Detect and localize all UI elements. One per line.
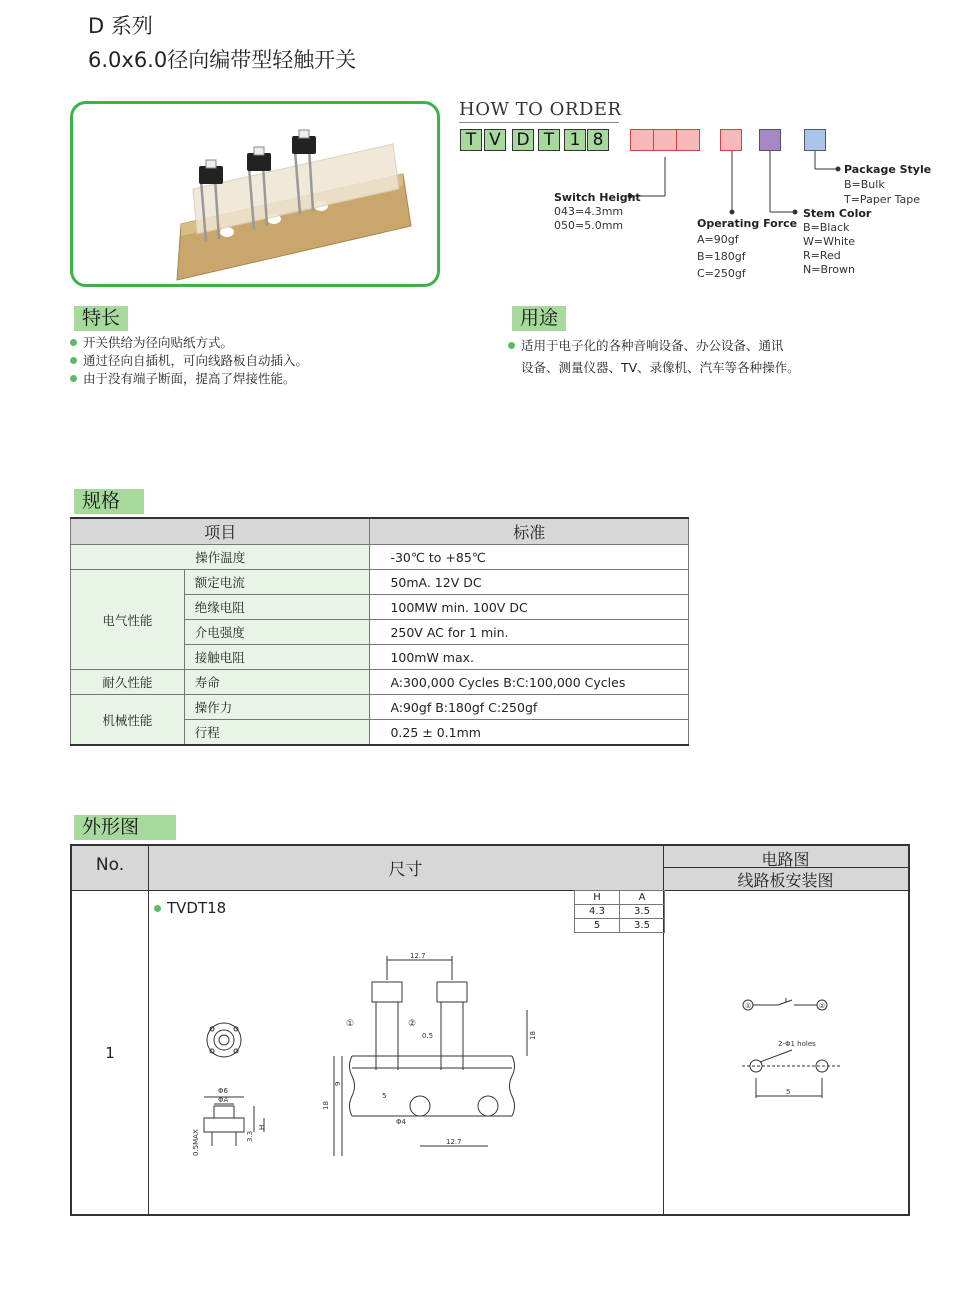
dim-phi6: Φ6 <box>218 1087 228 1095</box>
spec-table <box>70 517 689 746</box>
stem-color-option-1: B=Black <box>803 221 850 234</box>
dim-5: 5 <box>382 1092 387 1100</box>
col-dimension-header: 尺寸 <box>388 860 423 880</box>
spec-label: 行程 <box>184 720 370 746</box>
stem-color-title: Stem Color <box>803 207 872 220</box>
usage-line-2: 设备、测量仪器、TV、录像机、汽车等各种操作。 <box>521 360 800 375</box>
dim-18-left: 18 <box>322 1101 330 1110</box>
stem-color-option-3: R=Red <box>803 249 841 262</box>
col-pcb-header: 线路板安装图 <box>737 871 834 890</box>
product-subtitle: 6.0x6.0径向编带型轻触开关 <box>88 48 357 72</box>
table-row <box>71 695 689 720</box>
package-style-option-1: B=Bulk <box>844 178 885 191</box>
feature-item-2: 通过径向自插机，可向线路板自动插入。 <box>70 352 308 370</box>
mini-header-h: H <box>575 891 620 905</box>
model-label: TVDT18 <box>154 899 226 917</box>
spec-value: A:90gf B:180gf C:250gf <box>370 695 689 720</box>
code-letter-1: T <box>460 129 482 151</box>
mini-cell: 3.5 <box>620 905 665 919</box>
usage-title: 用途 <box>512 306 566 331</box>
how-to-order-title: HOW TO ORDER <box>459 99 622 120</box>
pcb-holes-label: 2-Φ1 holes <box>778 1040 816 1048</box>
row-number: 1 <box>105 1044 115 1062</box>
dim-phiA: ΦA <box>218 1096 229 1104</box>
code-letter-3: D <box>512 129 534 151</box>
circuit-pcb-drawing <box>732 986 852 1116</box>
switch-top-side-view <box>182 1016 272 1166</box>
package-style-option-2: T=Paper Tape <box>844 193 920 206</box>
spec-group-electrical: 电气性能 <box>71 570 185 670</box>
spec-label: 额定电流 <box>184 570 370 595</box>
switch-height-option-2: 050=5.0mm <box>554 219 624 232</box>
height-code-box-2 <box>653 129 677 151</box>
stem-color-option-4: N=Brown <box>803 263 855 276</box>
spec-title: 规格 <box>74 489 144 514</box>
circuit-terminal-2: ② <box>819 1002 826 1010</box>
features-title: 特长 <box>74 306 128 331</box>
operating-force-option-1: A=90gf <box>697 233 739 246</box>
operating-force-title: Operating Force <box>697 217 798 230</box>
dim-pitch-bottom: 12.7 <box>446 1138 462 1146</box>
circuit-terminal-1: ① <box>745 1002 752 1010</box>
spec-label-op-temp: 操作温度 <box>71 545 370 570</box>
spec-value: 50mA. 12V DC <box>370 570 689 595</box>
spec-value: 100mW max. <box>370 645 689 670</box>
code-letter-5: 1 <box>564 129 586 151</box>
spec-value: 0.25 ± 0.1mm <box>370 720 689 746</box>
mini-cell: 4.3 <box>575 905 620 919</box>
feature-item-3: 由于没有端子断面，提高了焊接性能。 <box>70 370 296 388</box>
operating-force-option-3: C=250gf <box>697 267 746 280</box>
package-style-title: Package Style <box>844 163 932 176</box>
outline-title: 外形图 <box>74 815 176 840</box>
tape-dimension-drawing <box>312 946 542 1166</box>
table-row <box>71 570 689 595</box>
force-code-box <box>720 129 742 151</box>
dim-9: 9 <box>334 1081 342 1086</box>
bullet-dot-icon <box>70 357 77 364</box>
spec-value: 100MW min. 100V DC <box>370 595 689 620</box>
feature-item-1: 开关供给为径向贴纸方式。 <box>70 334 233 352</box>
bullet-dot-icon <box>70 375 77 382</box>
height-variant-table <box>574 890 665 933</box>
spec-header-standard: 标准 <box>370 518 689 545</box>
spec-header-item: 项目 <box>71 518 370 545</box>
bullet-dot-icon <box>508 342 515 349</box>
dim-pitch-top: 12.7 <box>410 952 426 960</box>
spec-label: 寿命 <box>184 670 370 695</box>
table-row <box>71 545 689 570</box>
callout-1: ① <box>346 1019 355 1029</box>
dim-05: 0.5 <box>422 1032 434 1040</box>
dim-18-right: 18 <box>529 1031 537 1040</box>
col-circuit-header: 电路图 <box>761 850 810 869</box>
height-code-box-3 <box>676 129 700 151</box>
dim-H: H <box>258 1124 266 1130</box>
package-code-box <box>804 129 826 151</box>
pcb-pitch-5: 5 <box>786 1088 791 1096</box>
stem-color-code-box <box>759 129 781 151</box>
stem-color-option-2: W=White <box>803 235 856 248</box>
outline-table <box>70 844 910 1216</box>
usage-line-1: 适用于电子化的各种音响设备、办公设备、通讯 <box>508 337 784 355</box>
mini-header-a: A <box>620 891 665 905</box>
product-photo-frame <box>70 101 440 287</box>
spec-group-mechanical: 机械性能 <box>71 695 185 746</box>
mini-cell: 5 <box>575 919 620 933</box>
spec-value-op-temp: -30℃ to +85℃ <box>370 545 689 570</box>
spec-label: 操作力 <box>184 695 370 720</box>
code-letter-4: T <box>538 129 560 151</box>
tape-switch-illustration <box>73 104 437 284</box>
how-to-order-underline <box>459 122 619 123</box>
mini-cell: 3.5 <box>620 919 665 933</box>
col-no-header: No. <box>95 855 125 875</box>
spec-value: 250V AC for 1 min. <box>370 620 689 645</box>
code-letter-2: V <box>484 129 506 151</box>
dim-05max: 0.5MAX <box>192 1129 200 1156</box>
dim-phi4: Φ4 <box>396 1118 406 1126</box>
callout-2: ② <box>408 1019 417 1029</box>
spec-label: 绝缘电阻 <box>184 595 370 620</box>
bullet-dot-icon <box>154 905 161 912</box>
code-letter-6: 8 <box>587 129 609 151</box>
spec-group-durability: 耐久性能 <box>71 670 185 695</box>
height-code-box-1 <box>630 129 654 151</box>
table-row <box>71 670 689 695</box>
switch-height-title: Switch Height <box>554 191 641 204</box>
spec-label: 接触电阻 <box>184 645 370 670</box>
spec-value: A:300,000 Cycles B:C:100,000 Cycles <box>370 670 689 695</box>
dim-33: 3.3 <box>246 1130 254 1142</box>
switch-height-option-1: 043=4.3mm <box>554 205 624 218</box>
operating-force-option-2: B=180gf <box>697 250 746 263</box>
spec-label: 介电强度 <box>184 620 370 645</box>
series-title: D 系列 <box>88 14 153 38</box>
divider <box>148 846 149 1214</box>
bullet-dot-icon <box>70 339 77 346</box>
